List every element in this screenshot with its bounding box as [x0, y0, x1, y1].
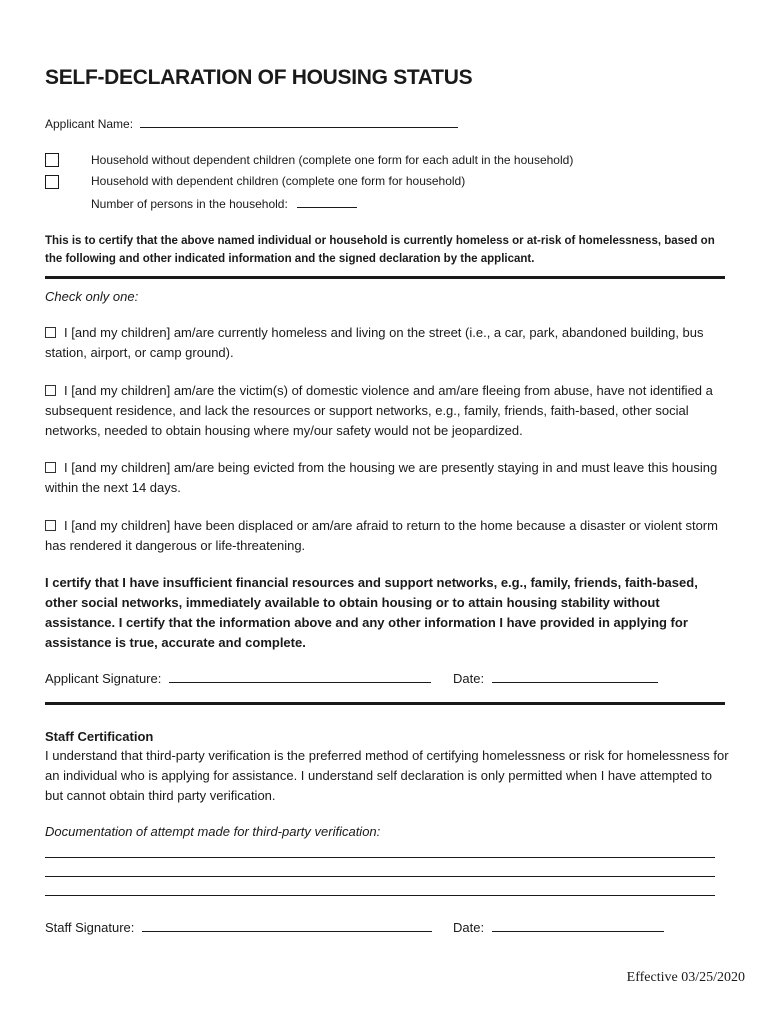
- effective-date: Effective 03/25/2020: [626, 970, 745, 985]
- household-without-children-label: Household without dependent children (complete one form for each adult in the household): [91, 153, 574, 167]
- applicant-date-row: [453, 669, 658, 689]
- persons-row: [91, 195, 357, 211]
- status-option: [45, 458, 730, 498]
- applicant-name-label: Applicant Name:: [45, 117, 134, 131]
- status-option-checkbox[interactable]: [45, 385, 56, 396]
- page-title: SELF-DECLARATION OF HOUSING STATUS: [45, 66, 473, 89]
- applicant-signature-field[interactable]: [169, 670, 431, 683]
- status-option: [45, 516, 730, 556]
- applicant-signature-row: [45, 669, 431, 689]
- status-option-text: I [and my children] am/are the victim(s) of domestic violence and am/are fleeing from abuse, have not identified a subsequent residence, and lack the resources or support networks, e.g., family, friends, faith-based, other social networks, needed to obtain housing where my/our safety would not be jeopardized.: [45, 383, 713, 438]
- documentation-label: Documentation of attempt made for third-party verification:: [45, 824, 381, 839]
- status-option-checkbox[interactable]: [45, 462, 56, 473]
- status-option: [45, 323, 730, 363]
- section-divider: [45, 702, 725, 705]
- persons-count-field[interactable]: [297, 195, 357, 208]
- staff-cert-text: I understand that third-party verification is the preferred method of certifying homelessness or risk for homelessness for an individual who is applying for assistance. I understand self declaration is only permitted when I have attempted to but cannot obtain third party verification.: [45, 748, 729, 803]
- documentation-line[interactable]: [45, 857, 715, 858]
- applicant-date-field[interactable]: [492, 670, 658, 683]
- documentation-line[interactable]: [45, 895, 715, 896]
- status-option-checkbox[interactable]: [45, 327, 56, 338]
- staff-date-label: Date:: [453, 920, 485, 935]
- status-option: [45, 381, 730, 441]
- check-only-one-label: Check only one:: [45, 289, 139, 304]
- staff-signature-label: Staff Signature:: [45, 920, 135, 935]
- staff-date-row: [453, 918, 664, 938]
- staff-signature-field[interactable]: [142, 919, 432, 932]
- household-without-children-checkbox[interactable]: [45, 153, 59, 167]
- staff-cert-heading: Staff Certification: [45, 729, 154, 744]
- certify-intro: This is to certify that the above named individual or household is currently homeless or at-risk of homelessness, based on the following and other indicated information and the signed declaration by the applicant.: [45, 235, 715, 265]
- household-with-children-checkbox[interactable]: [45, 175, 59, 189]
- status-option-text: I [and my children] am/are being evicted from the housing we are presently staying in and must leave this housing within the next 14 days.: [45, 460, 718, 495]
- staff-date-field[interactable]: [492, 919, 664, 932]
- staff-signature-row: [45, 918, 432, 938]
- applicant-date-label: Date:: [453, 671, 485, 686]
- applicant-name-field[interactable]: [140, 115, 458, 128]
- applicant-certification: I certify that I have insufficient financial resources and support networks, e.g., family, friends, faith-based, other social networks, immediately available to obtain housing or to attain housing stability without assistance. I certify that the information above and any other information I have provided in applying for assistance is true, accurate and complete.: [45, 575, 698, 650]
- persons-label: Number of persons in the household:: [91, 197, 288, 211]
- applicant-name-row: [45, 115, 458, 131]
- documentation-line[interactable]: [45, 876, 715, 877]
- status-option-text: I [and my children] have been displaced or am/are afraid to return to the home because a disaster or violent storm has rendered it dangerous or life-threatening.: [45, 518, 718, 553]
- applicant-signature-label: Applicant Signature:: [45, 671, 162, 686]
- household-with-children-label: Household with dependent children (complete one form for household): [91, 174, 466, 188]
- section-divider: [45, 276, 725, 279]
- status-option-text: I [and my children] am/are currently homeless and living on the street (i.e., a car, park, abandoned building, bus station, airport, or camp ground).: [45, 325, 704, 360]
- status-option-checkbox[interactable]: [45, 520, 56, 531]
